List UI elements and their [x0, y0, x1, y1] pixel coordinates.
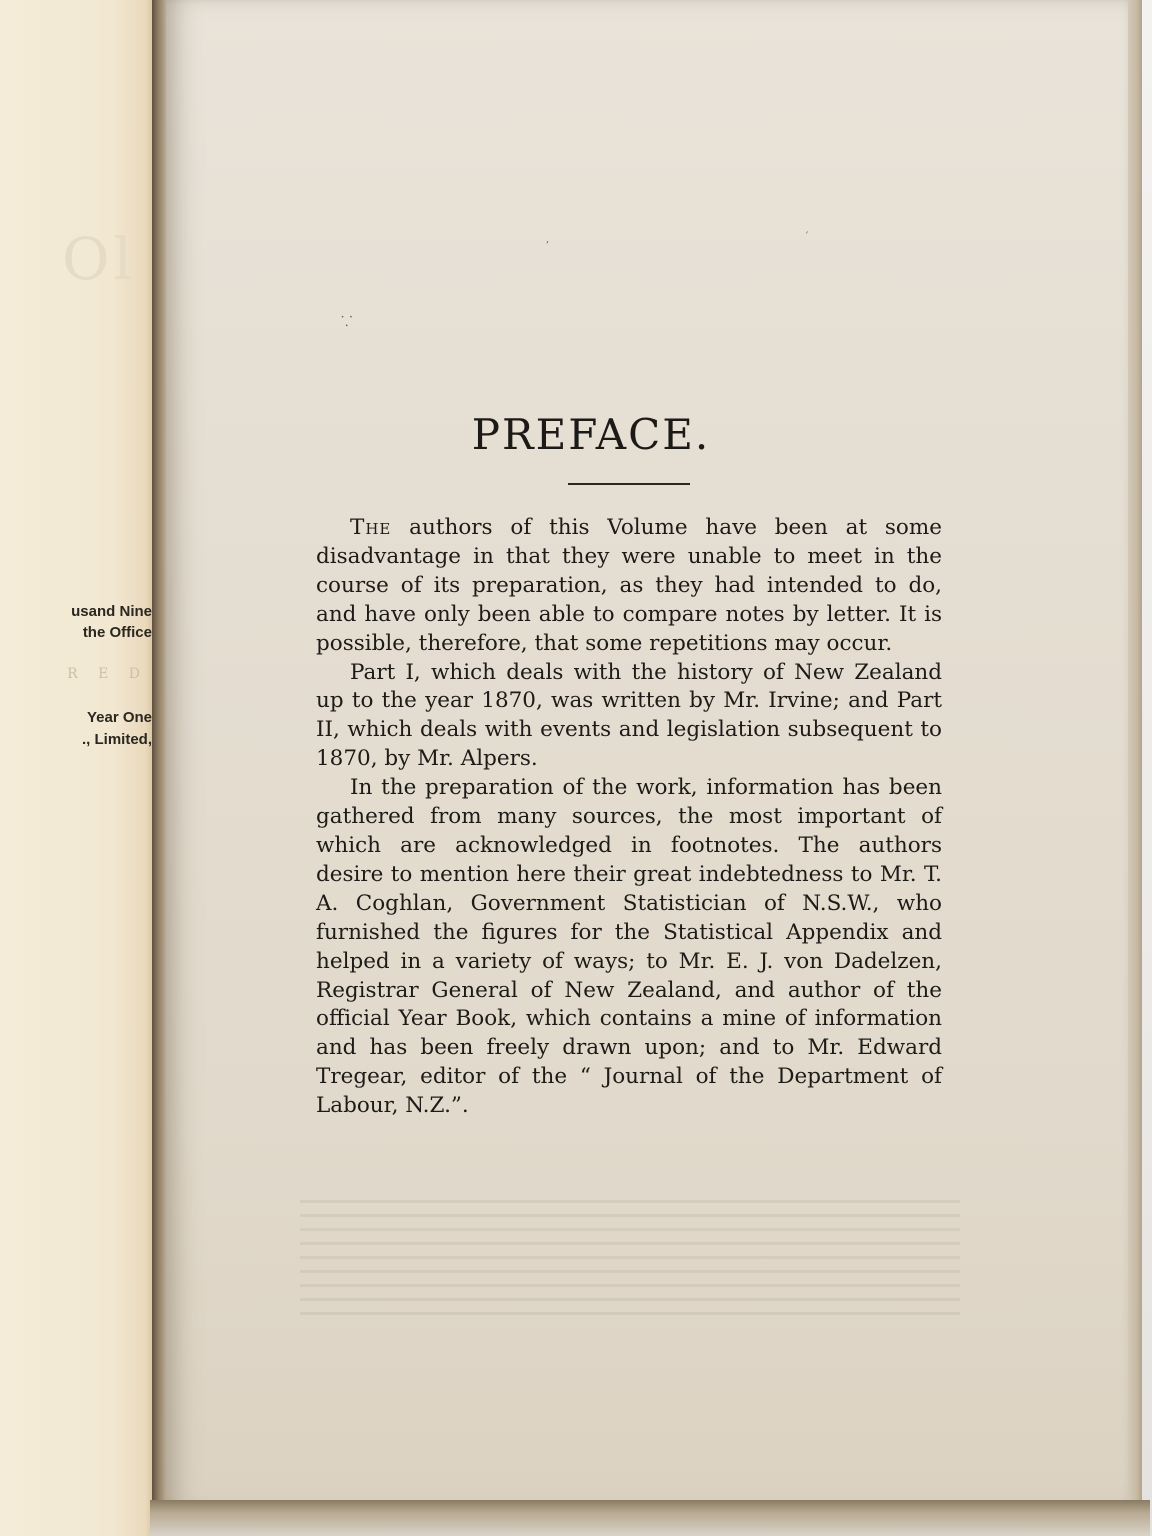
drop-word: The: [350, 515, 392, 540]
paper-speck: ⸪: [341, 314, 353, 330]
show-through-text: [300, 1200, 960, 1320]
page-edge-right: [1128, 0, 1142, 1508]
preface-body: [316, 514, 942, 1121]
paragraph-1-text: authors of this Volume have been at some disadvantage in that they were unable to meet in the course of its preparation, as they had intended to do, and have only been able to compare notes by letter. It is possible, therefore, that some repetitions may occur.: [316, 515, 942, 656]
left-facing-page: [0, 0, 158, 1536]
left-page-line-3: Year One: [86, 709, 152, 726]
paper-speck: ,: [546, 234, 550, 245]
title-rule: [568, 483, 690, 485]
paragraph-3: In the preparation of the work, information has been gathered from many sources, the most important of which are acknowledged in footnotes. The authors desire to mention here their great indebtedness to Mr. T. A. Coghlan, Government Statistician of N.S.W., who furnished the figures for the Statistical Appendix and helped in a variety of ways; to Mr. E. J. von Dadelzen, Registrar General of New Zealand, and author of the official Year Book, which contains a mine of information and has been freely drawn upon; and to Mr. Edward Tregear, editor of the “ Journal of the Department of Labour, N.Z.”.: [316, 775, 942, 1119]
left-page-line-1: usand Nine: [71, 603, 152, 620]
left-page-show-through-letters: Ol: [62, 225, 137, 293]
page-title: PREFACE.: [471, 410, 711, 459]
paragraph-2: Part I, which deals with the history of New Zealand up to the year 1870, was written by Mr. Irvine; and Part II, which deals with events and legislation subsequent to 1870, by Mr. Alpers.: [316, 659, 942, 772]
left-page-faint-text: R E D: [67, 666, 148, 682]
paragraph-1: [316, 514, 942, 659]
paper-speck: ´: [804, 232, 809, 243]
left-page-line-4: ., Limited,: [81, 731, 152, 748]
left-page-line-2: the Office: [82, 624, 152, 641]
page-edge-bottom: [150, 1500, 1150, 1536]
